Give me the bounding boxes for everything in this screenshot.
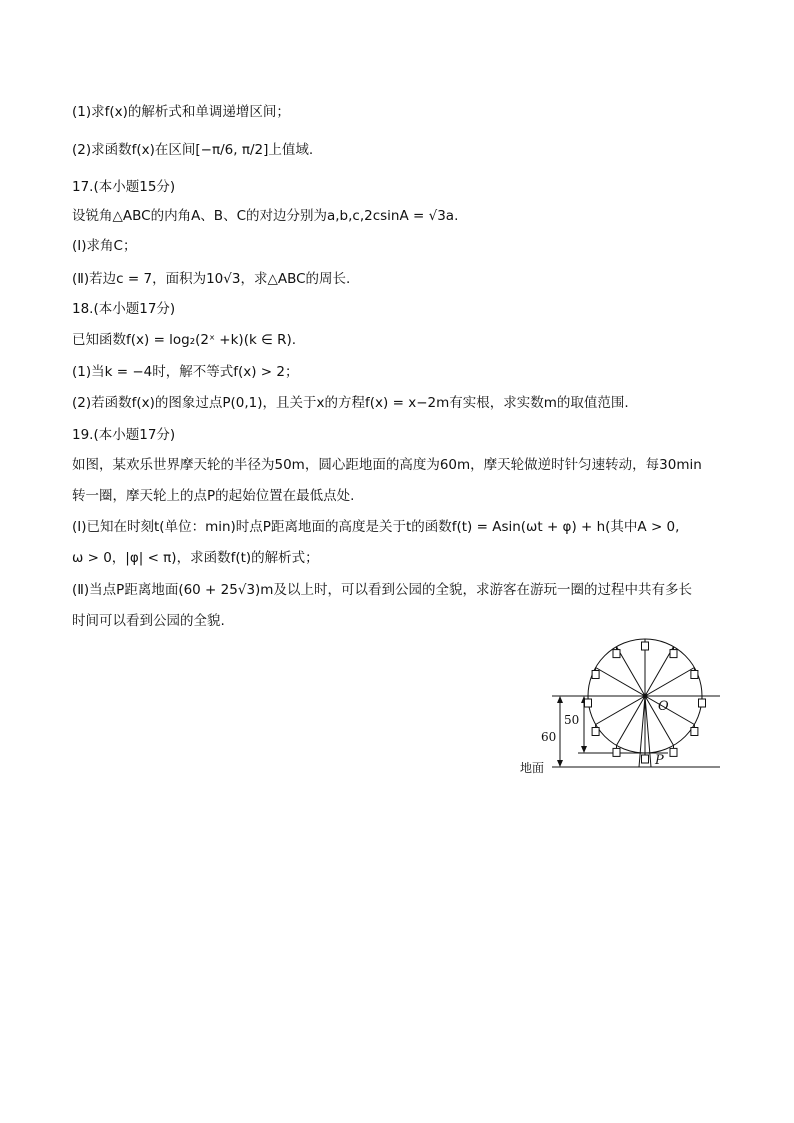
q18-stem: 已知函数f(x) = log₂(2ˣ +k)(k ∈ R). (72, 332, 297, 348)
q18-heading: 18.(本小题17分) (72, 301, 176, 317)
q19-part1-2: ω > 0，|φ| < π)，求函数f(t)的解析式； (72, 550, 319, 566)
q17-stem: 设锐角△ABC的内角A、B、C的对边分别为a,b,c,2csinA = √3a. (72, 208, 459, 224)
q18-part1: (1)当k = −4时，解不等式f(x) > 2； (72, 364, 299, 380)
q17-part1: (Ⅰ)求角C； (72, 238, 137, 254)
q19-stem-1: 如图，某欢乐世界摩天轮的半径为50m，圆心距地面的高度为60m，摩天轮做逆时针匀速转动，每30min (72, 457, 702, 473)
label-point-P: P (655, 753, 664, 768)
q19-part2-2: 时间可以看到公园的全貌. (72, 613, 225, 629)
arrow-head-down (557, 760, 563, 767)
label-50: 50 (564, 713, 580, 727)
q19-stem-2: 转一圈，摩天轮上的点P的起始位置在最低点处. (72, 488, 355, 504)
q17-part2: (Ⅱ)若边c = 7，面积为10√3，求△ABC的周长. (72, 271, 351, 287)
arrow-head-up (557, 696, 563, 703)
q17-heading: 17.(本小题15分) (72, 179, 176, 195)
q16-part2: (2)求函数f(x)在区间[−π/6, π/2]上值域. (72, 142, 314, 158)
q19-part2-1: (Ⅱ)当点P距离地面(60 + 25√3)m及以上时，可以看到公园的全貌，求游客在游玩一圈的过程中共有多长 (72, 582, 692, 598)
ferris-wheel-figure (518, 630, 724, 778)
label-60: 60 (541, 730, 557, 744)
label-center-O: O (658, 699, 669, 714)
q16-part1: (1)求f(x)的解析式和单调递增区间； (72, 104, 290, 120)
q18-part2: (2)若函数f(x)的图象过点P(0,1)，且关于x的方程f(x) = x−2m有实根，求实数m的取值范围. (72, 395, 629, 411)
arrow-head-down (581, 746, 587, 753)
label-ground: 地面 (520, 761, 545, 775)
wheel-hub (643, 694, 648, 699)
q19-part1-1: (Ⅰ)已知在时刻t(单位：min)时点P距离地面的高度是关于t的函数f(t) = Asin(ωt + φ) + h(其中A > 0, (72, 519, 680, 535)
q19-heading: 19.(本小题17分) (72, 427, 176, 443)
